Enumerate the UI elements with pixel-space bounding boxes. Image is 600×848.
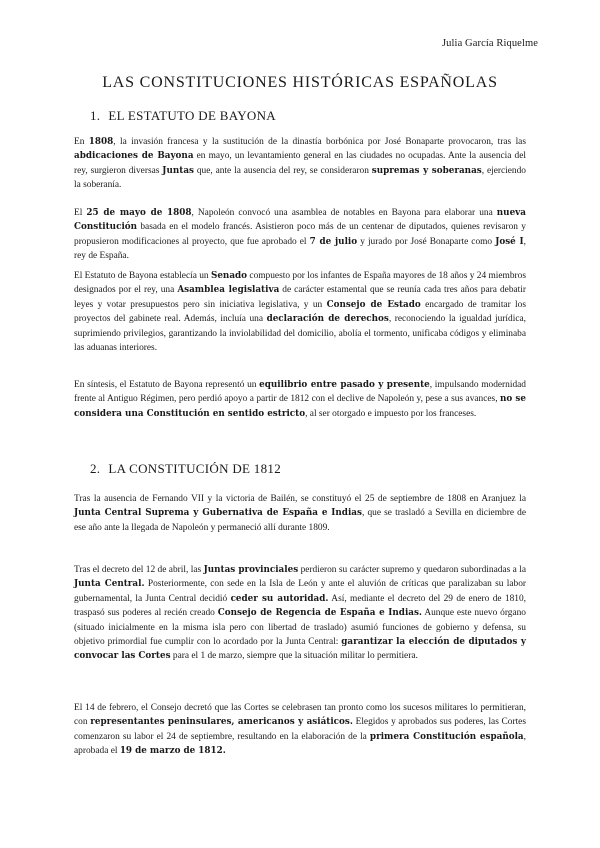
bold-text: representantes peninsulares, americanos y asiáticos. [90,717,353,728]
text-run: , que se trasladó a Sevilla en diciembre de ese año ante la llegada de Napoleón y permaneció allí durante 1809. [74,508,526,533]
text-run: encargado de tramitar los proyectos del gabinete real. Además, incluía una [74,299,526,325]
bold-text: declaración de derechos [266,314,389,325]
bold-text: 1808 [88,137,114,147]
paragraph [74,135,526,193]
text-run: que, ante la ausencia del rey, se consideraron [193,165,372,176]
bold-text: Juntas [162,165,194,176]
bold-text: Consejo de Estado [326,299,421,310]
bold-text: Juntas provinciales [203,565,299,575]
text-run: en mayo, un levantamiento general en las ciudades no ocupadas. Ante la ausencia del rey, surgieron diversas [74,151,526,176]
paragraph [74,378,526,421]
bold-text: no se considera una Constitución en sentido estricto [74,394,526,419]
text-run: Así, mediante el decreto del 29 de enero de 1810, traspasó sus poderes al recién creado [74,593,526,619]
text-run: , reconociendo la igualdad jurídica, suprimiendo privilegios, garantizando la inviolabilidad del domicilio, abolía el tormento, unificaba códigos y eliminaba las aduanas interiores. [74,314,526,354]
bold-text: supremas y soberanas [371,165,482,176]
text-run: Tras el decreto del 12 de abril, las [74,565,204,575]
text-run: , aprobada el [74,731,526,757]
bold-text: garantizar la elección de diputados y convocar las Cortes [74,637,526,662]
section-title: LA CONSTITUCIÓN DE 1812 [108,461,282,476]
bold-text: nueva Constitución [74,208,526,233]
section-heading-2 [90,461,281,477]
text-run: , rey de España. [74,236,527,262]
paragraph [74,206,526,264]
text-run: Elegidos y aprobados sus poderes, las Cortes comenzaron su labor el 24 de septiembre, resultando en la elaboración de la [74,717,526,742]
bold-text: 19 de marzo de 1812. [119,746,226,757]
text-run: Tras la ausencia de Fernando VII y la victoria de Bailén, se constituyó el 25 de septiembre de 1808 en Aranjuez la [74,494,526,504]
text-run: y jurado por José Bonaparte como [357,236,496,247]
bold-text: ceder su autoridad. [230,593,329,604]
author-name: Julia García Riquelme [442,38,538,49]
text-run: basada en el modelo francés. Asistieron poco más de un centenar de diputados, quienes revisaron y propusieron modificaciones al proyecto, que fue aprobado el [74,222,526,247]
paragraph [74,701,526,759]
section-number: 2. [90,461,101,476]
paragraph [74,563,526,664]
paragraph [74,492,526,535]
bold-text: abdicaciones de Bayona [74,151,194,162]
text-run: , impulsando modernidad frente al Antiguo Régimen, pero perdió apoyo a partir de 1812 con el declive de Napoleón y, pese a sus avances, [74,380,526,405]
document-title: LAS CONSTITUCIONES HISTÓRICAS ESPAÑOLAS [102,74,498,91]
bold-text: Consejo de Regencia de España e Indias. [217,608,422,619]
text-run: perdieron su carácter supremo y quedaron subordinadas a la [298,565,526,575]
text-run: En [74,137,89,147]
text-run: para el 1 de marzo, siempre que la situación militar lo permitiera. [170,651,418,662]
text-run: Posteriormente, con sede en la Isla de León y ante el aluvión de críticas que paralizaban su labor gubernamental, la Junta Central decidió [74,579,527,604]
bold-text: primera Constitución española [369,731,524,742]
text-run: , la invasión francesa y la sustitución de la dinastía borbónica por José Bonaparte provocaron, tras las [113,137,526,147]
section-number: 1. [90,108,101,123]
bold-text: 25 de mayo de 1808 [86,208,192,218]
text-run: El Estatuto de Bayona establecía un [74,271,211,281]
bold-text: Junta Central Suprema y Gubernativa de España e Indias [74,508,362,519]
text-run: , al ser otorgado e impuesto por los franceses. [305,408,477,419]
text-run: , Napoleón convocó una asamblea de notables en Bayona para elaborar una [191,208,497,218]
text-run: de carácter estamental que se reunía cada tres años para debatir leyes y votar presupuestos pero sin iniciativa legislativa, y un [74,285,526,310]
text-run: En síntesis, el Estatuto de Bayona representó un [74,380,260,390]
bold-text: Junta Central. [74,579,145,590]
text-run: compuesto por los infantes de España mayores de 18 años y 24 miembros designados por el rey, una [74,271,526,296]
bold-text: José I [495,236,524,247]
bold-text: Asamblea legislativa [177,285,280,296]
text-run: Aunque este nuevo órgano (situado inicialmente en la misma isla pero con libertad de traslado) asumió funciones de gobierno y defensa, su objetivo primordial fue cumplir con lo acordado por la Junta Central: [74,608,526,648]
text-run: El 14 de febrero, el Consejo decretó que las Cortes se celebrasen tan pronto como los sucesos militares lo permitieran, con [74,703,526,728]
bold-text: 7 de julio [309,236,358,247]
text-run: , ejerciendo la soberanía. [74,165,526,191]
section-title: EL ESTATUTO DE BAYONA [108,108,276,123]
bold-text: equilibrio entre pasado y presente [259,380,430,390]
bold-text: Senado [210,271,248,281]
paragraph [74,269,526,355]
text-run: El [74,208,87,218]
section-heading-1 [90,108,276,124]
